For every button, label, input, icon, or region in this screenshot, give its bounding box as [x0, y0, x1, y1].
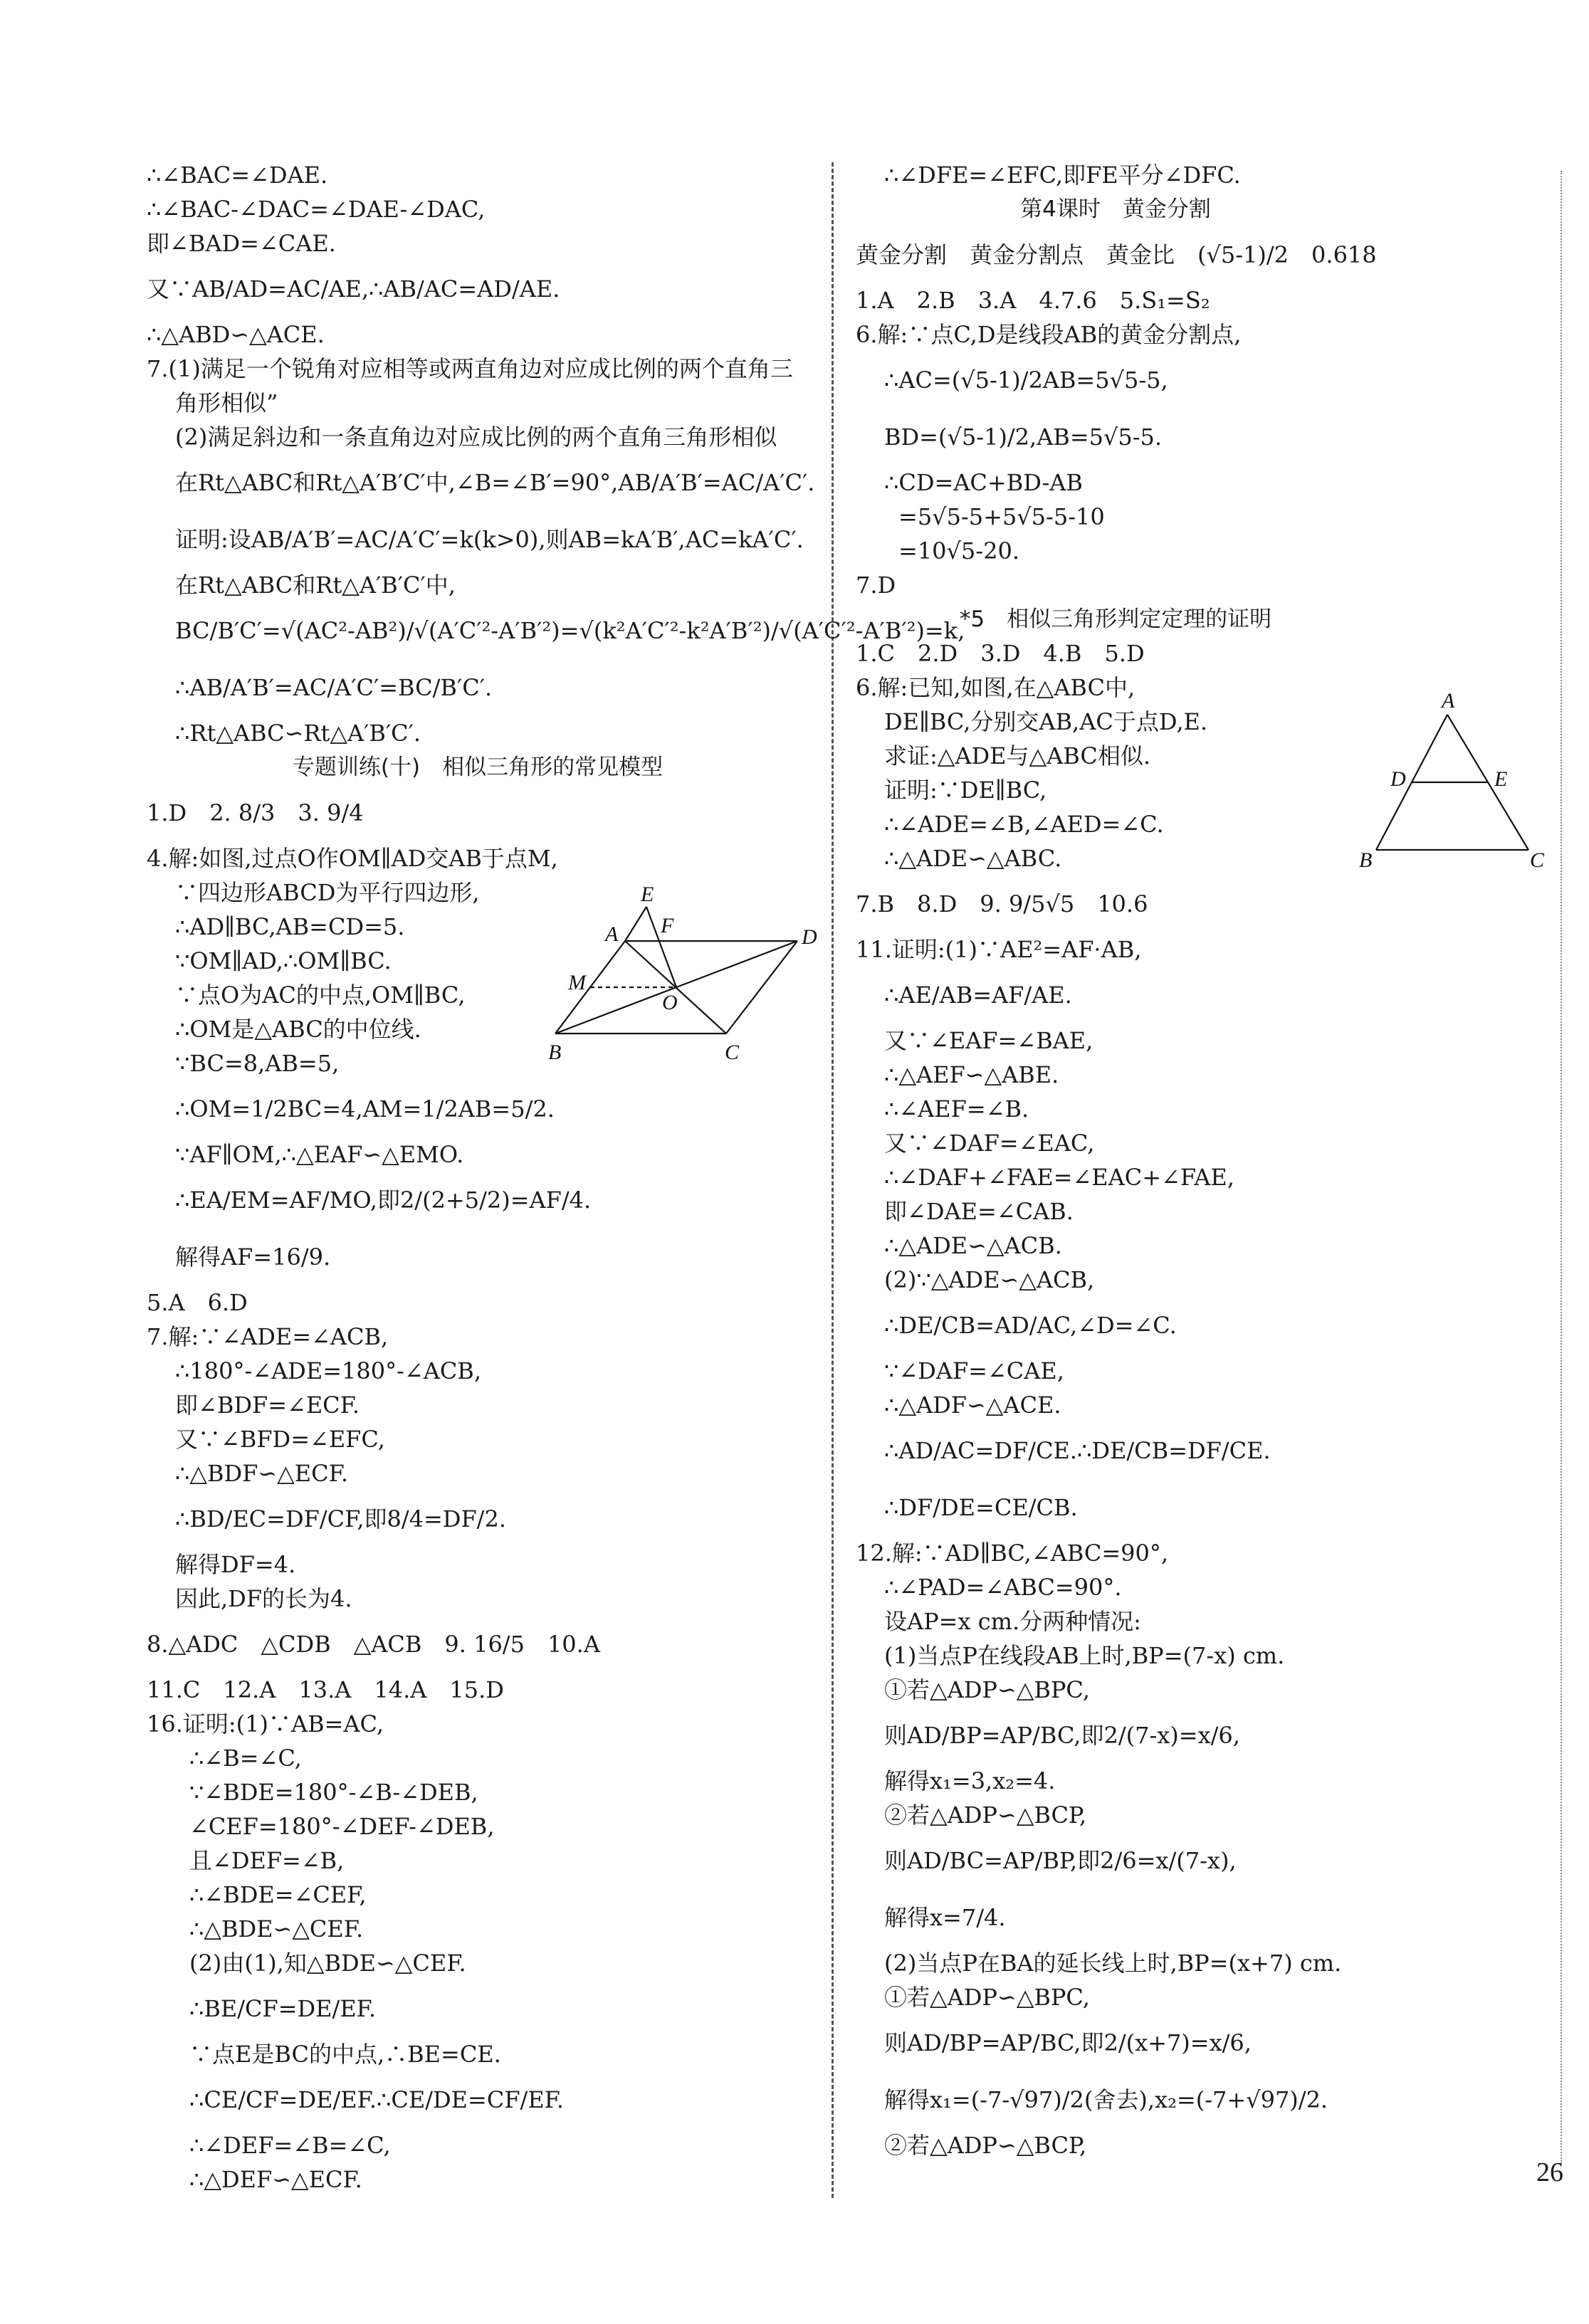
text-line: ∴∠BAC-∠DAC=∠DAE-∠DAC, [147, 196, 486, 223]
section-heading: 第4课时 黄金分割 [1020, 196, 1211, 222]
text-line: ∴AE/AB=AF/AE. [884, 982, 1072, 1009]
text-line: ∵∠BDE=180°-∠B-∠DEB, [189, 1779, 478, 1806]
text-line: 又∵∠BFD=∠EFC, [175, 1426, 385, 1453]
label-d: D [802, 925, 817, 949]
text-line: ∴△ADF∽△ACE. [884, 1392, 1061, 1419]
text-line: (2)由(1),知△BDE∽△CEF. [189, 1950, 466, 1977]
segment-ae [625, 907, 646, 941]
text-line: (2)∵△ADE∽△ACB, [884, 1266, 1095, 1293]
text-line: ∴△ADE∽△ACB. [884, 1232, 1062, 1259]
text-line: ∴AC=(√5-1)/2AB=5√5-5, [884, 367, 1168, 394]
text-line: ∴Rt△ABC∽Rt△A′B′C′. [175, 720, 421, 747]
text-line: 在Rt△ABC和Rt△A′B′C′中, [175, 572, 456, 599]
label-a: A [1442, 689, 1455, 713]
section-heading: *5 相似三角形判定定理的证明 [959, 606, 1272, 632]
text-line: ∴△AEF∽△ABE. [884, 1061, 1059, 1088]
text-line: ∴CD=AC+BD-AB [884, 469, 1083, 496]
label-c: C [1530, 848, 1545, 872]
text-line: ①若△ADP∽△BPC, [884, 1676, 1090, 1703]
text-line: 7.D [856, 572, 896, 599]
text-line: ∴∠DAF+∠FAE=∠EAC+∠FAE, [884, 1164, 1234, 1191]
section-heading: 专题训练(十) 相似三角形的常见模型 [292, 754, 664, 780]
text-line: BD=(√5-1)/2,AB=5√5-5. [884, 424, 1163, 451]
text-line: ①若△ADP∽△BPC, [884, 1984, 1090, 2011]
text-line: BC/B′C′=√(AC²-AB²)/√(A′C′²-A′B′²)=√(k²A′C′²-k²A′B′²)/√(A′C′²-A′B′²)=k, [175, 617, 965, 644]
text-line: ∴∠B=∠C, [189, 1745, 302, 1772]
label-e: E [641, 883, 654, 906]
text-line: 6.解:已知,如图,在△ABC中, [856, 674, 1136, 701]
text-line: ∵四边形ABCD为平行四边形, [175, 879, 480, 906]
text-line: (1)当点P在线段AB上时,BP=(7-x) cm. [884, 1642, 1285, 1669]
text-line: ∴∠AEF=∠B. [884, 1095, 1029, 1122]
text-line: 7.解:∵∠ADE=∠ACB, [147, 1323, 389, 1350]
text-line: ∴BD/EC=DF/CF,即8/4=DF/2. [175, 1505, 506, 1532]
text-line: ∵OM∥AD,∴OM∥BC. [175, 947, 392, 974]
text-line: 在Rt△ABC和Rt△A′B′C′中,∠B=∠B′=90°,AB/A′B′=AC/A′C′. [175, 469, 815, 496]
text-line: 解得DF=4. [175, 1551, 296, 1578]
text-line: 5.A 6.D [147, 1289, 248, 1316]
binding-edge-dots [1561, 171, 1562, 2164]
text-line: ∴BE/CF=DE/EF. [189, 1995, 377, 2022]
label-o: O [662, 991, 678, 1014]
text-line: ∴∠DFE=∠EFC,即FE平分∠DFC. [884, 162, 1241, 189]
text-line: 则AD/BC=AP/BP,即2/6=x/(7-x), [884, 1847, 1237, 1874]
text-line: ∵AF∥OM,∴△EAF∽△EMO. [175, 1141, 464, 1168]
text-line: 1.C 2.D 3.D 4.B 5.D [856, 640, 1145, 667]
text-line: ∴OM=1/2BC=4,AM=1/2AB=5/2. [175, 1095, 555, 1122]
text-line: ∴AB/A′B′=AC/A′C′=BC/B′C′. [175, 674, 493, 701]
text-line: ∴△BDF∽△ECF. [175, 1460, 348, 1487]
text-line: 1.D 2. 8/3 3. 9/4 [147, 799, 364, 826]
text-line: 因此,DF的长为4. [175, 1585, 352, 1612]
text-line: 证明:∵DE∥BC, [884, 777, 1047, 804]
text-line: 设AP=x cm.分两种情况: [884, 1608, 1141, 1635]
text-line: 即∠DAE=∠CAB. [884, 1198, 1074, 1225]
text-line: 证明:设AB/A′B′=AC/A′C′=k(k>0),则AB=kA′B′,AC=kA′C′. [175, 526, 804, 553]
text-line: 11.C 12.A 13.A 14.A 15.D [147, 1676, 504, 1703]
label-e: E [1494, 767, 1508, 791]
text-line: ∵点E是BC的中点,∴BE=CE. [189, 2041, 501, 2068]
text-line: 且∠DEF=∠B, [189, 1847, 345, 1874]
text-line: ∴△DEF∽△ECF. [189, 2166, 362, 2193]
text-line: 解得x₁=(-7-√97)/2(舍去),x₂=(-7+√97)/2. [884, 2086, 1328, 2113]
label-c: C [725, 1041, 740, 1064]
text-line: ②若△ADP∽△BCP, [884, 1802, 1087, 1829]
text-line: 解得x₁=3,x₂=4. [884, 1767, 1056, 1794]
text-line: ∴DE/CB=AD/AC,∠D=∠C. [884, 1312, 1177, 1339]
text-line: ∵∠DAF=∠CAE, [884, 1357, 1064, 1384]
text-line: ∴∠ADE=∠B,∠AED=∠C. [884, 811, 1164, 838]
text-line: 6.解:∵点C,D是线段AB的黄金分割点, [856, 321, 1242, 348]
text-line: 8.△ADC △CDB △ACB 9. 16/5 10.A [147, 1631, 600, 1658]
text-line: ∴AD∥BC,AB=CD=5. [175, 913, 405, 940]
text-line: =5√5-5+5√5-5-10 [898, 503, 1105, 530]
text-line: 11.证明:(1)∵AE²=AF·AB, [856, 936, 1142, 963]
label-b: B [1359, 848, 1373, 872]
text-line: DE∥BC,分别交AB,AC于点D,E. [884, 708, 1208, 735]
text-line: ∴∠PAD=∠ABC=90°. [884, 1574, 1122, 1601]
text-line: ∵点O为AC的中点,OM∥BC, [175, 982, 466, 1009]
triangle-diagram [1349, 689, 1545, 872]
text-line: (2)满足斜边和一条直角边对应成比例的两个直角三角形相似 [175, 424, 777, 451]
right-column [856, 158, 1375, 2162]
label-m: M [568, 971, 586, 994]
text-line: 1.A 2.B 3.A 4.7.6 5.S₁=S₂ [856, 287, 1210, 314]
text-line: 即∠BAD=∠CAE. [147, 230, 336, 257]
text-line: ∵BC=8,AB=5, [175, 1050, 340, 1077]
text-line: ②若△ADP∽△BCP, [884, 2132, 1087, 2159]
text-line: 16.证明:(1)∵AB=AC, [147, 1710, 384, 1737]
label-a: A [605, 922, 619, 946]
label-d: D [1390, 767, 1406, 791]
text-line: ∴CE/CF=DE/EF.∴CE/DE=CF/EF. [189, 2086, 565, 2113]
text-line: ∴∠BDE=∠CEF, [189, 1881, 367, 1908]
text-line: ∠CEF=180°-∠DEF-∠DEB, [189, 1813, 495, 1840]
text-line: ∴180°-∠ADE=180°-∠ACB, [175, 1357, 481, 1384]
text-line: ∴△ABD∽△ACE. [147, 321, 325, 348]
column-divider [832, 162, 834, 2198]
text-line: ∴△ADE∽△ABC. [884, 845, 1062, 872]
text-line: 7.(1)满足一个锐角对应相等或两直角边对应成比例的两个直角三 [147, 355, 793, 382]
triangle-figure [1349, 689, 1545, 873]
text-line: (2)当点P在BA的延长线上时,BP=(x+7) cm. [884, 1950, 1342, 1977]
text-line: 即∠BDF=∠ECF. [175, 1392, 360, 1419]
text-line: 角形相似” [175, 389, 278, 416]
text-line: 7.B 8.D 9. 9/5√5 10.6 [856, 890, 1148, 917]
text-line: ∴EA/EM=AF/MO,即2/(2+5/2)=AF/4. [175, 1187, 592, 1214]
text-line: =10√5-20. [898, 537, 1019, 564]
text-line: ∴∠BAC=∠DAE. [147, 162, 328, 189]
text-line: 解得AF=16/9. [175, 1244, 331, 1271]
text-line: 黄金分割 黄金分割点 黄金比 (√5-1)/2 0.618 [856, 241, 1377, 268]
text-line: 则AD/BP=AP/BC,即2/(x+7)=x/6, [884, 2029, 1252, 2056]
text-line: ∴△BDE∽△CEF. [189, 1915, 364, 1942]
text-line: ∴DF/DE=CE/CB. [884, 1494, 1078, 1521]
text-line: 4.解:如图,过点O作OM∥AD交AB于点M, [147, 845, 558, 872]
text-line: 12.解:∵AD∥BC,∠ABC=90°, [856, 1540, 1169, 1567]
parallelogram-diagram [548, 883, 819, 1064]
label-f: F [661, 914, 674, 937]
label-b: B [548, 1041, 562, 1064]
text-line: 又∵∠EAF=∠BAE, [884, 1027, 1094, 1054]
text-line: ∴∠DEF=∠B=∠C, [189, 2132, 391, 2159]
text-line: 则AD/BP=AP/BC,即2/(7-x)=x/6, [884, 1722, 1240, 1749]
text-line: ∴AD/AC=DF/CE.∴DE/CB=DF/CE. [884, 1437, 1271, 1464]
text-line: 求证:△ADE与△ABC相似. [884, 742, 1151, 769]
page-number: 26 [1536, 2157, 1563, 2187]
text-line: 又∵∠DAF=∠EAC, [884, 1130, 1095, 1157]
parallelogram-figure [548, 883, 819, 1065]
text-line: 解得x=7/4. [884, 1904, 1006, 1931]
text-line: ∴OM是△ABC的中位线. [175, 1016, 421, 1043]
text-line: 又∵AB/AD=AC/AE,∴AB/AC=AD/AE. [147, 275, 560, 303]
